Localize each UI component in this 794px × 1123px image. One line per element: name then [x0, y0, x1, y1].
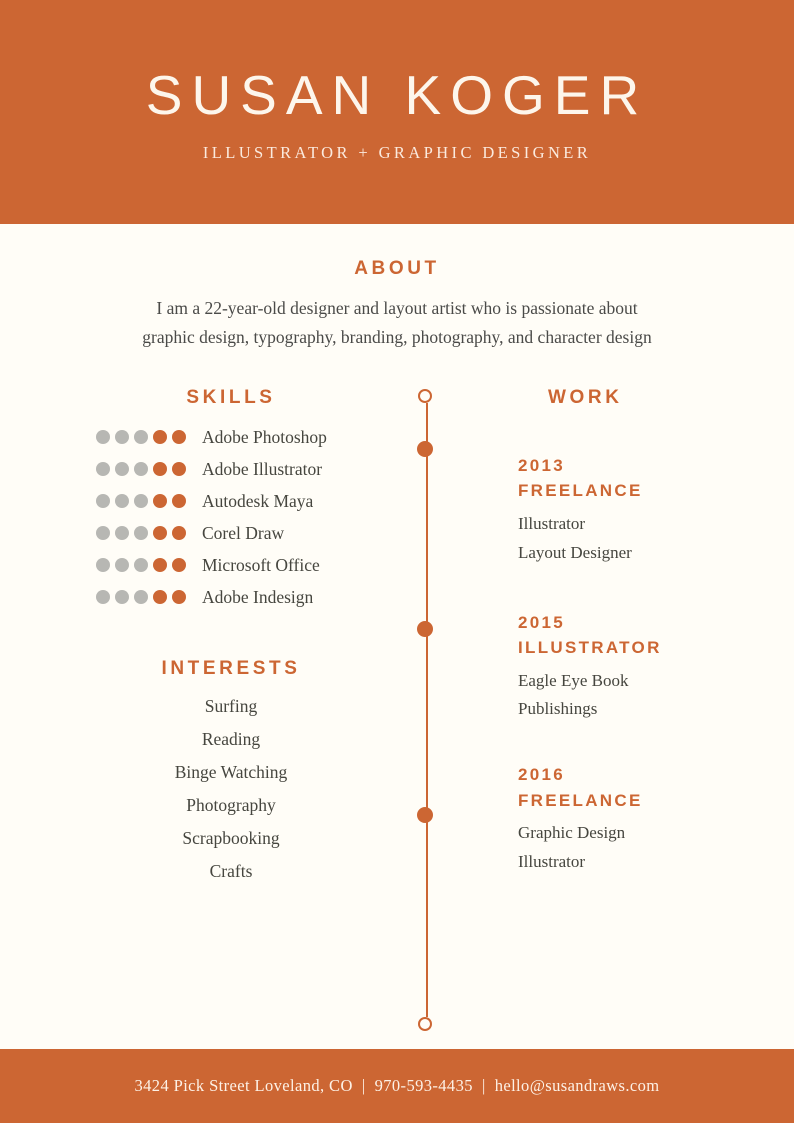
rating-dot [134, 430, 148, 444]
rating-dot [115, 526, 129, 540]
list-item: Binge Watching [174, 761, 288, 782]
skill-item [12, 555, 420, 576]
skill-label: Adobe Photoshop [202, 426, 327, 447]
work-role: ILLUSTRATOR [518, 638, 662, 658]
left-column [0, 387, 420, 1049]
timeline-node-2016-icon [417, 807, 433, 823]
skill-item [12, 491, 420, 512]
footer-phone: 970-593-4435 [374, 1076, 473, 1095]
work-description-line: Illustrator [518, 852, 586, 872]
work-year: 2015 [518, 612, 566, 632]
skill-item [12, 587, 420, 608]
work-role: FREELANCE [518, 790, 643, 810]
main-content [0, 353, 794, 1049]
header-banner [0, 0, 794, 224]
interests-title: INTERESTS [161, 657, 301, 679]
about-text [67, 294, 727, 353]
skill-rating [96, 430, 186, 444]
rating-dot [134, 590, 148, 604]
footer-separator: | [352, 1076, 375, 1095]
rating-dot-filled [172, 590, 186, 604]
work-description [518, 510, 794, 568]
rating-dot-filled [172, 494, 186, 508]
skill-rating [96, 462, 186, 476]
footer-email: hello@susandraws.com [494, 1076, 660, 1095]
footer-separator: | [472, 1076, 495, 1095]
rating-dot-filled [153, 430, 167, 444]
footer-contact-bar [0, 1049, 794, 1123]
about-line-2: graphic design, typography, branding, photography, and character design [142, 327, 652, 348]
work-list [452, 453, 794, 877]
work-description [518, 819, 794, 877]
work-role: FREELANCE [518, 481, 643, 501]
rating-dot-filled [153, 526, 167, 540]
rating-dot-filled [153, 462, 167, 476]
list-item: Surfing [204, 695, 258, 716]
work-description-line: Illustrator [518, 513, 586, 533]
skill-label: Corel Draw [202, 522, 285, 543]
timeline-node-2015-icon [417, 621, 433, 637]
work-entry [518, 610, 794, 725]
rating-dot-filled [153, 558, 167, 572]
rating-dot [115, 430, 129, 444]
skills-list [12, 427, 420, 608]
rating-dot-filled [172, 558, 186, 572]
list-item: Crafts [209, 860, 253, 881]
work-description-line: Graphic Design [518, 823, 626, 843]
skill-item [12, 523, 420, 544]
skill-rating [96, 494, 186, 508]
timeline-line [426, 403, 428, 1017]
work-year: 2013 [518, 455, 566, 475]
skill-rating [96, 590, 186, 604]
rating-dot [96, 590, 110, 604]
rating-dot-filled [172, 462, 186, 476]
right-column [420, 387, 794, 1049]
list-item: Reading [201, 728, 261, 749]
skill-label: Autodesk Maya [202, 490, 314, 511]
skill-item [12, 427, 420, 448]
interests-list [12, 696, 420, 882]
header-subtitle: ILLUSTRATOR + GRAPHIC DESIGNER [202, 142, 592, 162]
rating-dot [96, 526, 110, 540]
work-entry [518, 453, 794, 568]
rating-dot-filled [172, 430, 186, 444]
work-description-line: Eagle Eye Book [518, 670, 629, 690]
timeline-cap-bottom-icon [418, 1017, 432, 1031]
rating-dot [115, 462, 129, 476]
skill-rating [96, 558, 186, 572]
rating-dot-filled [153, 590, 167, 604]
rating-dot-filled [153, 494, 167, 508]
rating-dot [115, 558, 129, 572]
rating-dot [96, 558, 110, 572]
rating-dot [96, 430, 110, 444]
work-description [518, 667, 794, 725]
list-item: Photography [186, 794, 276, 815]
rating-dot [134, 494, 148, 508]
timeline-node-2013-icon [417, 441, 433, 457]
rating-dot [134, 526, 148, 540]
page-title: SUSAN KOGER [145, 63, 649, 126]
skills-title: SKILLS [186, 386, 276, 408]
work-description-line: Publishings [518, 699, 598, 719]
skill-label: Microsoft Office [202, 554, 320, 575]
rating-dot [96, 462, 110, 476]
about-section [0, 258, 794, 353]
list-item: Scrapbooking [182, 827, 280, 848]
work-entry [518, 762, 794, 877]
rating-dot [115, 590, 129, 604]
skill-rating [96, 526, 186, 540]
work-year: 2016 [518, 765, 566, 785]
skill-label: Adobe Illustrator [202, 458, 323, 479]
skill-item [12, 459, 420, 480]
work-description-line: Layout Designer [518, 542, 632, 562]
timeline-cap-top-icon [418, 389, 432, 403]
rating-dot [115, 494, 129, 508]
about-title: ABOUT [354, 258, 440, 279]
rating-dot-filled [172, 526, 186, 540]
rating-dot [134, 558, 148, 572]
skill-label: Adobe Indesign [202, 586, 314, 607]
work-timeline [412, 389, 442, 1031]
rating-dot [96, 494, 110, 508]
about-line-1: I am a 22-year-old designer and layout artist who is passionate about [156, 298, 638, 318]
work-title: WORK [548, 386, 623, 408]
rating-dot [134, 462, 148, 476]
footer-address: 3424 Pick Street Loveland, CO [134, 1076, 353, 1095]
